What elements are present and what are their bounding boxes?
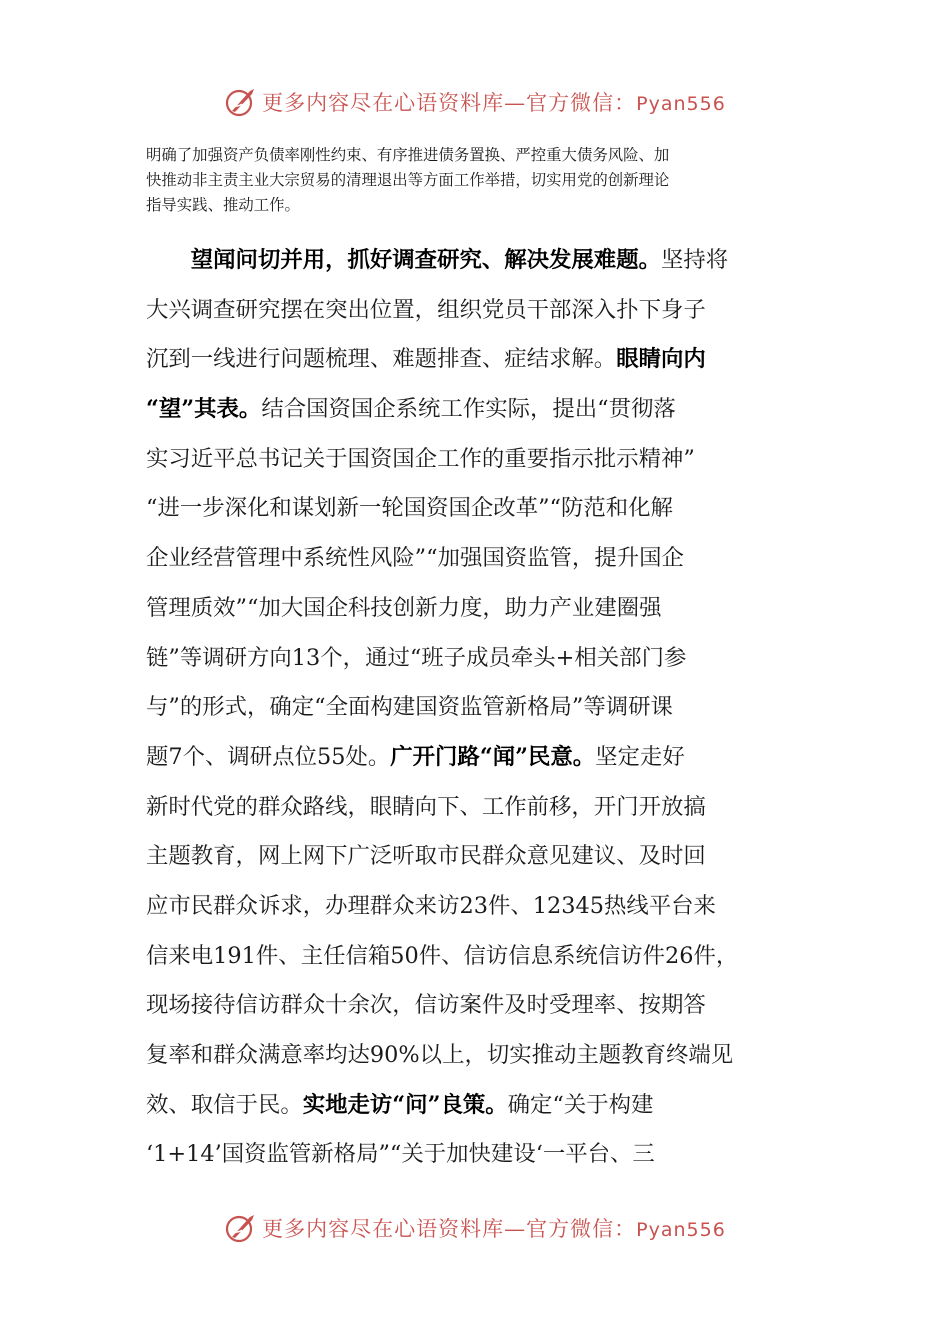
continued-paragraph — [146, 143, 810, 218]
section-heading: 望闻问切并用，抓好调查研究、解决发展难题。 — [190, 247, 661, 273]
text-line: 链”等调研方向13个，通过“班子成员牵头+相关部门参 — [146, 644, 687, 671]
banner-text: 更多内容尽在心语资料库—官方微信：Pyan556 — [262, 91, 726, 115]
footer-banner — [0, 1208, 950, 1248]
text-line: 新时代党的群众路线，眼睛向下、工作前移，开门开放搞 — [146, 793, 706, 820]
subheading: 实地走访“问”良策。 — [302, 1091, 508, 1118]
text-line: 明确了加强资产负债率刚性约束、有序推进债务置换、严控重大债务风险、加 — [146, 146, 670, 164]
text-line: 企业经营管理中系统性风险”“加强国资监管，提升国企 — [146, 545, 684, 572]
quill-logo-icon — [224, 85, 258, 119]
text-line: 实习近平总书记关于国资国企工作的重要指示批示精神” — [146, 445, 695, 472]
text-line: 望闻问切并用，抓好调查研究、解决发展难题。坚持将 — [190, 247, 729, 273]
subheading: 广开门路“闻”民意。 — [390, 743, 596, 770]
subheading: “望”其表。 — [146, 396, 262, 423]
text-line: 应市民群众诉求，办理群众来访23件、12345热线平台来 — [146, 892, 716, 919]
text-line: 主题教育，网上网下广泛听取市民群众意见建议、及时回 — [146, 843, 706, 870]
text-line: ‘1+14’国资监管新格局”“关于加快建设‘一平台、三 — [146, 1141, 655, 1168]
text-line: 现场接待信访群众十余次，信访案件及时受理率、按期答 — [146, 992, 706, 1019]
text-line: 沉到一线进行问题梳理、难题排查、症结求解。眼睛向内 — [146, 346, 706, 373]
text-line: 指导实践、推动工作。 — [146, 196, 300, 214]
banner-text: 更多内容尽在心语资料库—官方微信：Pyan556 — [262, 1217, 726, 1241]
subheading: 眼睛向内 — [616, 346, 706, 373]
text-line: 管理质效”“加大国企科技创新力度，助力产业建圈强 — [146, 594, 662, 621]
text-line: 快推动非主责主业大宗贸易的清理退出等方面工作举措，切实用党的创新理论 — [146, 171, 670, 189]
header-banner — [0, 82, 950, 122]
text-line: 题7个、调研点位55处。广开门路“闻”民意。坚定走好 — [146, 743, 685, 770]
quill-logo-icon — [224, 1211, 258, 1245]
text-line: 效、取信于民。实地走访“问”良策。确定“关于构建 — [146, 1091, 654, 1118]
text-line: 大兴调查研究摆在突出位置，组织党员干部深入扑下身子 — [146, 296, 706, 323]
text-line: “进一步深化和谋划新一轮国资国企改革”“防范和化解 — [146, 495, 673, 522]
text-line: 信来电191件、主任信箱50件、信访信息系统信访件26件， — [146, 942, 739, 969]
text-line: 复率和群众满意率均达90%以上，切实推动主题教育终端见 — [146, 1042, 734, 1068]
text-line: 与”的形式，确定“全面构建国资监管新格局”等调研课 — [146, 694, 673, 721]
body-paragraph — [146, 236, 810, 1180]
text-line: “望”其表。结合国资国企系统工作实际，提出“贯彻落 — [146, 396, 676, 423]
